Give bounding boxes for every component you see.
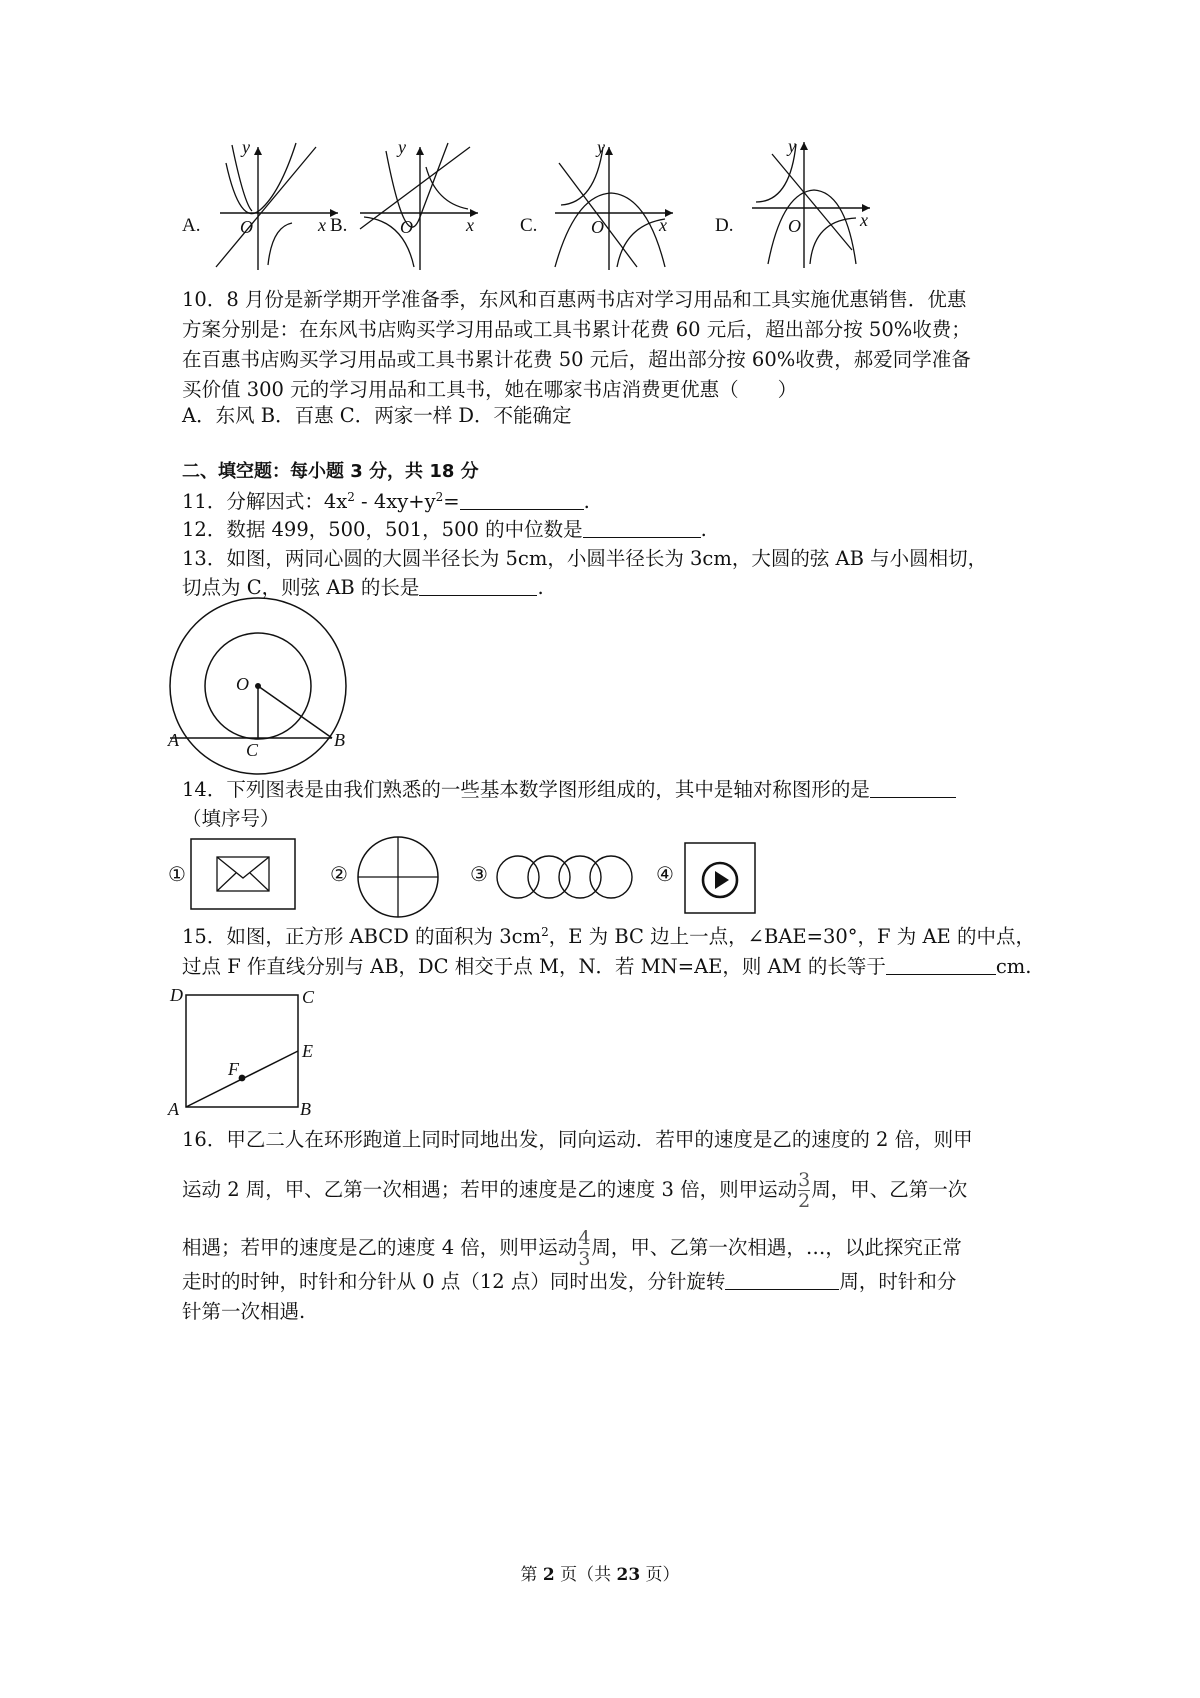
page-footer: 第 2 页（共 23 页） [520,1565,680,1585]
q14-line-2: （填序号） [182,807,280,830]
section-heading: 二、填空题：每小题 3 分，共 18 分 [182,461,479,482]
option-c-label: C. [520,215,538,236]
axis-y-label: y [398,137,406,157]
label-c: C [302,987,315,1007]
four-rings-icon [496,852,636,902]
q10-line-4: 买价值 300 元的学习用品和工具书，她在哪家书店消费更优惠（ ） [182,378,798,401]
option-a-label: A. [182,215,201,236]
label-c: C [246,740,259,760]
axis-x-label: x [659,215,667,235]
q16-line-3: 相遇；若甲的速度是乙的速度 4 倍，则甲运动 $\frac{4}{3}$ 周，甲、乙第一次相遇，…，以此探究正常 [182,1227,962,1270]
label-b: B [334,730,345,750]
q12: 12．数据 499，500，501，500 的中位数是 . [182,518,707,541]
graph-option-c [555,137,675,270]
graph-option-b [360,137,480,270]
q16-line-4: 走时的时钟，时针和分针从 0 点（12 点）同时出发，分针旋转 周，时针和分 [182,1270,957,1293]
figure-number-2: ② [330,862,348,886]
concentric-circles-figure [162,610,362,760]
label-a: A [168,730,179,750]
answer-blank[interactable] [870,779,956,798]
label-a: A [168,1099,179,1119]
axis-y-label: y [788,136,796,156]
label-f: F [228,1059,239,1079]
q13-line-2: 切点为 C，则弦 AB 的长是 . [182,576,544,599]
label-o: O [236,674,249,694]
axis-y-label: y [597,137,605,157]
q16-line-1: 16．甲乙二人在环形跑道上同时同地出发，同向运动．若甲的速度是乙的速度的 2 倍，则甲 [182,1128,973,1151]
origin-label: O [400,217,413,237]
figure-number-1: ① [168,862,186,886]
q13-line-1: 13．如图，两同心圆的大圆半径长为 5cm，小圆半径长为 3cm，大圆的弦 AB 与小圆相切， [182,547,988,570]
answer-blank[interactable] [583,519,701,538]
graph-option-a [220,137,340,270]
fraction-4-3: $\frac{4}{3}$ [578,1227,591,1270]
answer-blank[interactable] [460,491,584,510]
q10-line-2: 方案分别是：在东风书店购买学习用品或工具书累计花费 60 元后，超出部分按 50%收费； [182,318,971,341]
q14-line-1: 14．下列图表是由我们熟悉的一些基本数学图形组成的，其中是轴对称图形的是 [182,778,956,802]
option-b-label: B. [330,215,348,236]
q10-options: A．东风 B．百惠 C．两家一样 D．不能确定 [182,404,572,427]
envelope-icon [190,838,296,910]
q16-line-2: 运动 2 周，甲、乙第一次相遇；若甲的速度是乙的速度 3 倍，则甲运动 $\frac{3}{2}$ 周，甲、乙第一次 [182,1169,968,1212]
origin-label: O [591,217,604,237]
fraction-3-2: $\frac{3}{2}$ [798,1169,811,1212]
q15-line-1: 15．如图，正方形 ABCD 的面积为 $3cm^2$，E 为 BC 边上一点，∠BAE=30°，F 为 AE 的中点， [182,925,1035,948]
axis-x-label: x [466,215,474,235]
q16-line-5: 针第一次相遇. [182,1300,306,1323]
q10-line-1: 10．8 月份是新学期开学准备季，东风和百惠两书店对学习用品和工具实施优惠销售．优惠 [182,288,967,311]
axis-y-label: y [242,137,250,157]
origin-label: O [240,217,253,237]
answer-blank[interactable] [886,956,996,975]
figure-number-4: ④ [656,862,674,886]
square-figure [166,985,326,1117]
axis-x-label: x [318,215,326,235]
q10-line-3: 在百惠书店购买学习用品或工具书累计花费 50 元后，超出部分按 60%收费，郝爱同学准备 [182,348,971,371]
option-d-label: D. [715,215,734,236]
axis-x-label: x [860,210,868,230]
origin-label: O [788,216,801,236]
answer-blank[interactable] [725,1271,839,1290]
label-d: D [170,985,183,1005]
graph-option-d [752,136,872,270]
circle-cross-icon [356,835,440,919]
q15-line-2: 过点 F 作直线分别与 AB，DC 相交于点 M，N．若 MN=AE，则 AM 的长等于 cm. [182,955,1032,978]
answer-blank[interactable] [419,577,537,596]
label-b: B [300,1099,311,1119]
play-icon [684,842,756,914]
q11: 11．分解因式：$4x^2 - 4xy+y^2=$ . [182,490,590,513]
figure-number-3: ③ [470,862,488,886]
label-e: E [302,1041,313,1061]
